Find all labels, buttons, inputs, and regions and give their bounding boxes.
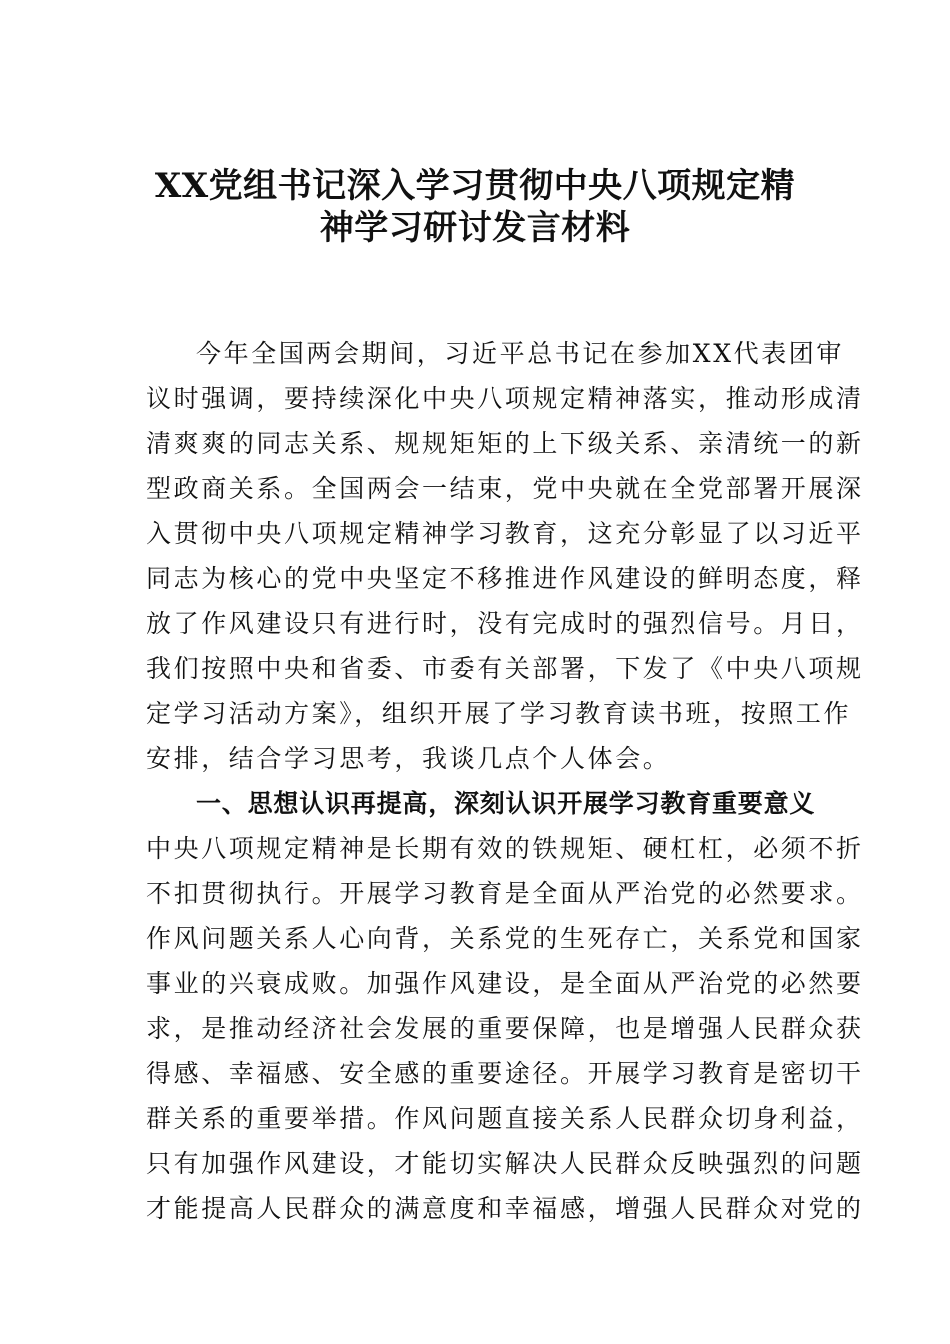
paragraph-1-line: 今年全国两会期间，习近平总书记在参加XX代表团审 bbox=[196, 339, 844, 368]
paragraph-2-line: 不扣贯彻执行。开展学习教育是全面从严治党的必然要求。 bbox=[146, 879, 864, 908]
paragraph-2-line: 事业的兴衰成败。加强作风建设，是全面从严治党的必然要 bbox=[146, 969, 864, 998]
paragraph-1-line: 安排，结合学习思考，我谈几点个人体会。 bbox=[146, 744, 671, 773]
paragraph-1-line: 入贯彻中央八项规定精神学习教育，这充分彰显了以习近平 bbox=[146, 519, 864, 548]
paragraph-1-line: 清爽爽的同志关系、规规矩矩的上下级关系、亲清统一的新 bbox=[146, 429, 864, 458]
paragraph-2-line: 作风问题关系人心向背，关系党的生死存亡，关系党和国家 bbox=[146, 924, 864, 953]
paragraph-1-line: 型政商关系。全国两会一结束，党中央就在全党部署开展深 bbox=[146, 474, 864, 503]
document-title-line-2: 神学习研讨发言材料 bbox=[319, 208, 631, 248]
document-body bbox=[146, 331, 864, 1231]
paragraph-2-line: 群关系的重要举措。作风问题直接关系人民群众切身利益， bbox=[146, 1104, 864, 1133]
paragraph-2-line: 中央八项规定精神是长期有效的铁规矩、硬杠杠，必须不折 bbox=[146, 834, 864, 863]
paragraph-1-line: 放了作风建设只有进行时，没有完成时的强烈信号。月日， bbox=[146, 609, 864, 638]
paragraph-1-line: 议时强调，要持续深化中央八项规定精神落实，推动形成清 bbox=[146, 384, 864, 413]
document-title-line-1: XX党组书记深入学习贯彻中央八项规定精 bbox=[154, 166, 796, 206]
section-1-heading: 一、思想认识再提高，深刻认识开展学习教育重要意义 bbox=[196, 789, 816, 818]
paragraph-2-line: 得感、幸福感、安全感的重要途径。开展学习教育是密切干 bbox=[146, 1059, 864, 1088]
paragraph-2-line: 只有加强作风建设，才能切实解决人民群众反映强烈的问题 bbox=[146, 1149, 864, 1178]
paragraph-2-line: 才能提高人民群众的满意度和幸福感，增强人民群众对党的 bbox=[146, 1194, 864, 1223]
paragraph-1-line: 定学习活动方案》，组织开展了学习教育读书班，按照工作 bbox=[146, 699, 852, 728]
paragraph-1-line: 我们按照中央和省委、市委有关部署，下发了《中央八项规 bbox=[146, 654, 864, 683]
paragraph-2-line: 求，是推动经济社会发展的重要保障，也是增强人民群众获 bbox=[146, 1014, 864, 1043]
paragraph-1-line: 同志为核心的党中央坚定不移推进作风建设的鲜明态度，释 bbox=[146, 564, 864, 593]
